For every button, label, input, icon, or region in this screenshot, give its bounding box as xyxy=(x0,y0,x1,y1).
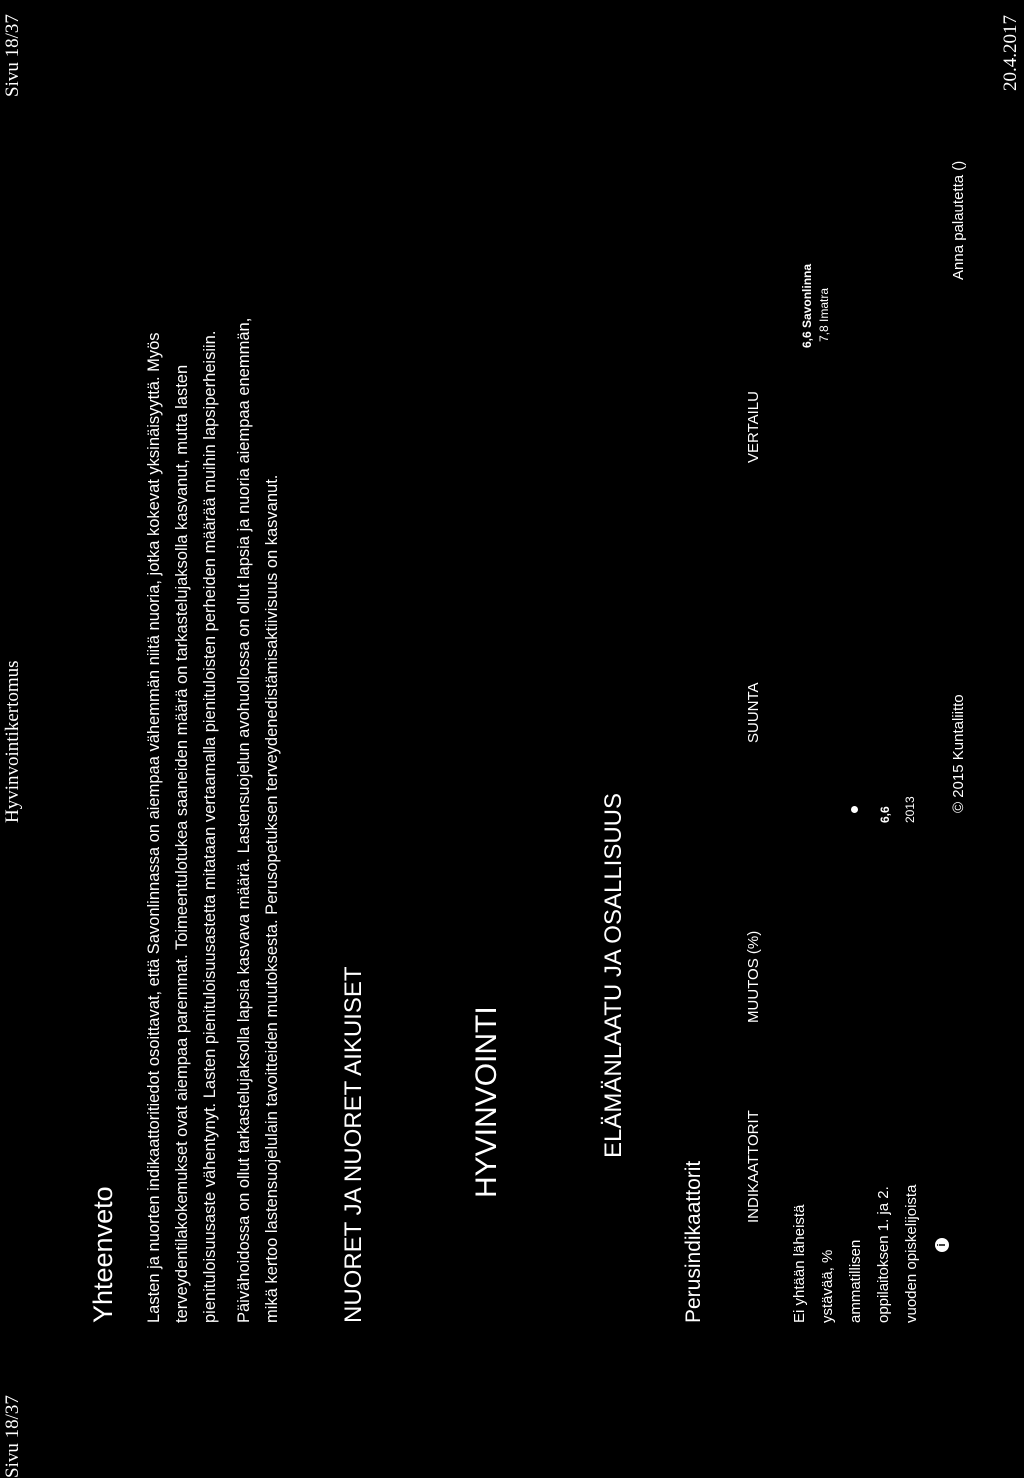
report-title: Hyvinvointikertomus xyxy=(2,660,23,823)
subsection-title: ELÄMÄNLAATU JA OSALLISUUS xyxy=(600,792,627,1158)
column-header-suunta: SUUNTA xyxy=(745,682,762,743)
feedback-link[interactable]: Anna palautetta () xyxy=(950,160,967,280)
indicator-name-line: Ei yhtään läheistä xyxy=(791,1204,808,1323)
summary-paragraph-1 xyxy=(140,331,224,1323)
summary-line: mikä kertoo lastensuojelulain tavoitteiden muutoksesta. Perusopetuksen terveydenedistämisaktiivisuus on kasvanut. xyxy=(263,474,281,1323)
indicator-year: 2013 xyxy=(903,796,917,823)
section-title: NUORET JA NUORET AIKUISET xyxy=(340,966,367,1323)
column-header-indikaattorit: INDIKAATTORIT xyxy=(745,1110,762,1223)
page-number-right: Sivu 18/37 xyxy=(2,14,23,97)
summary-line: pienituloisuusaste vähentynyt. Lasten pienituloisuusastetta mitataan vertaamalla pienituloisten perheiden määrää muihin lapsiperheisiin. xyxy=(201,330,219,1323)
summary-paragraph-2 xyxy=(230,318,286,1323)
info-icon-glyph: i xyxy=(935,1238,949,1252)
print-date: 20.4.2017 xyxy=(1000,15,1021,91)
indicator-name-line: ystävää, % xyxy=(819,1249,836,1323)
column-header-muutos: MUUTOS (%) xyxy=(745,930,762,1023)
indicator-value: 6,6 xyxy=(878,806,892,823)
summary-heading: Yhteenveto xyxy=(88,1186,118,1323)
summary-line: Lasten ja nuorten indikaattoritiedot osoittavat, että Savonlinnassa on aiempaa vähemmän niitä nuoria, jotka kokevat yksinäisyyttä. Myös xyxy=(145,332,163,1323)
copyright-text: © 2015 Kuntaliitto xyxy=(950,694,967,813)
direction-dot-icon xyxy=(851,806,858,813)
info-icon[interactable] xyxy=(932,1238,950,1252)
page-number-left: Sivu 18/37 xyxy=(2,1395,23,1478)
indicator-group-title: Perusindikaattorit xyxy=(682,1160,705,1323)
comparison-savonlinna: 6,6 Savonlinna xyxy=(800,263,814,348)
indicator-name-line: oppilaitoksen 1. ja 2. xyxy=(875,1186,892,1323)
indicator-name-line: vuoden opiskelijoista xyxy=(903,1184,920,1323)
comparison-imatra: 7,8 Imatra xyxy=(817,287,831,342)
indicator-name xyxy=(786,1185,926,1323)
indicator-name-line: ammatillisen xyxy=(847,1239,864,1323)
section-subtitle: HYVINVOINTI xyxy=(470,1006,503,1198)
summary-line: Päivähoidossa on ollut tarkastelujaksolla lapsia kasvava määrä. Lastensuojelun avohuollossa on ollut lapsia ja nuoria aiempaa enemmän, xyxy=(235,317,253,1323)
column-header-vertailu: VERTAILU xyxy=(745,391,762,463)
summary-line: terveydentilakokemukset ovat aiempaa paremmat. Toimeentulotukea saaneiden määrä on tarkastelujaksolla kasvanut, mutta lasten xyxy=(173,364,191,1323)
